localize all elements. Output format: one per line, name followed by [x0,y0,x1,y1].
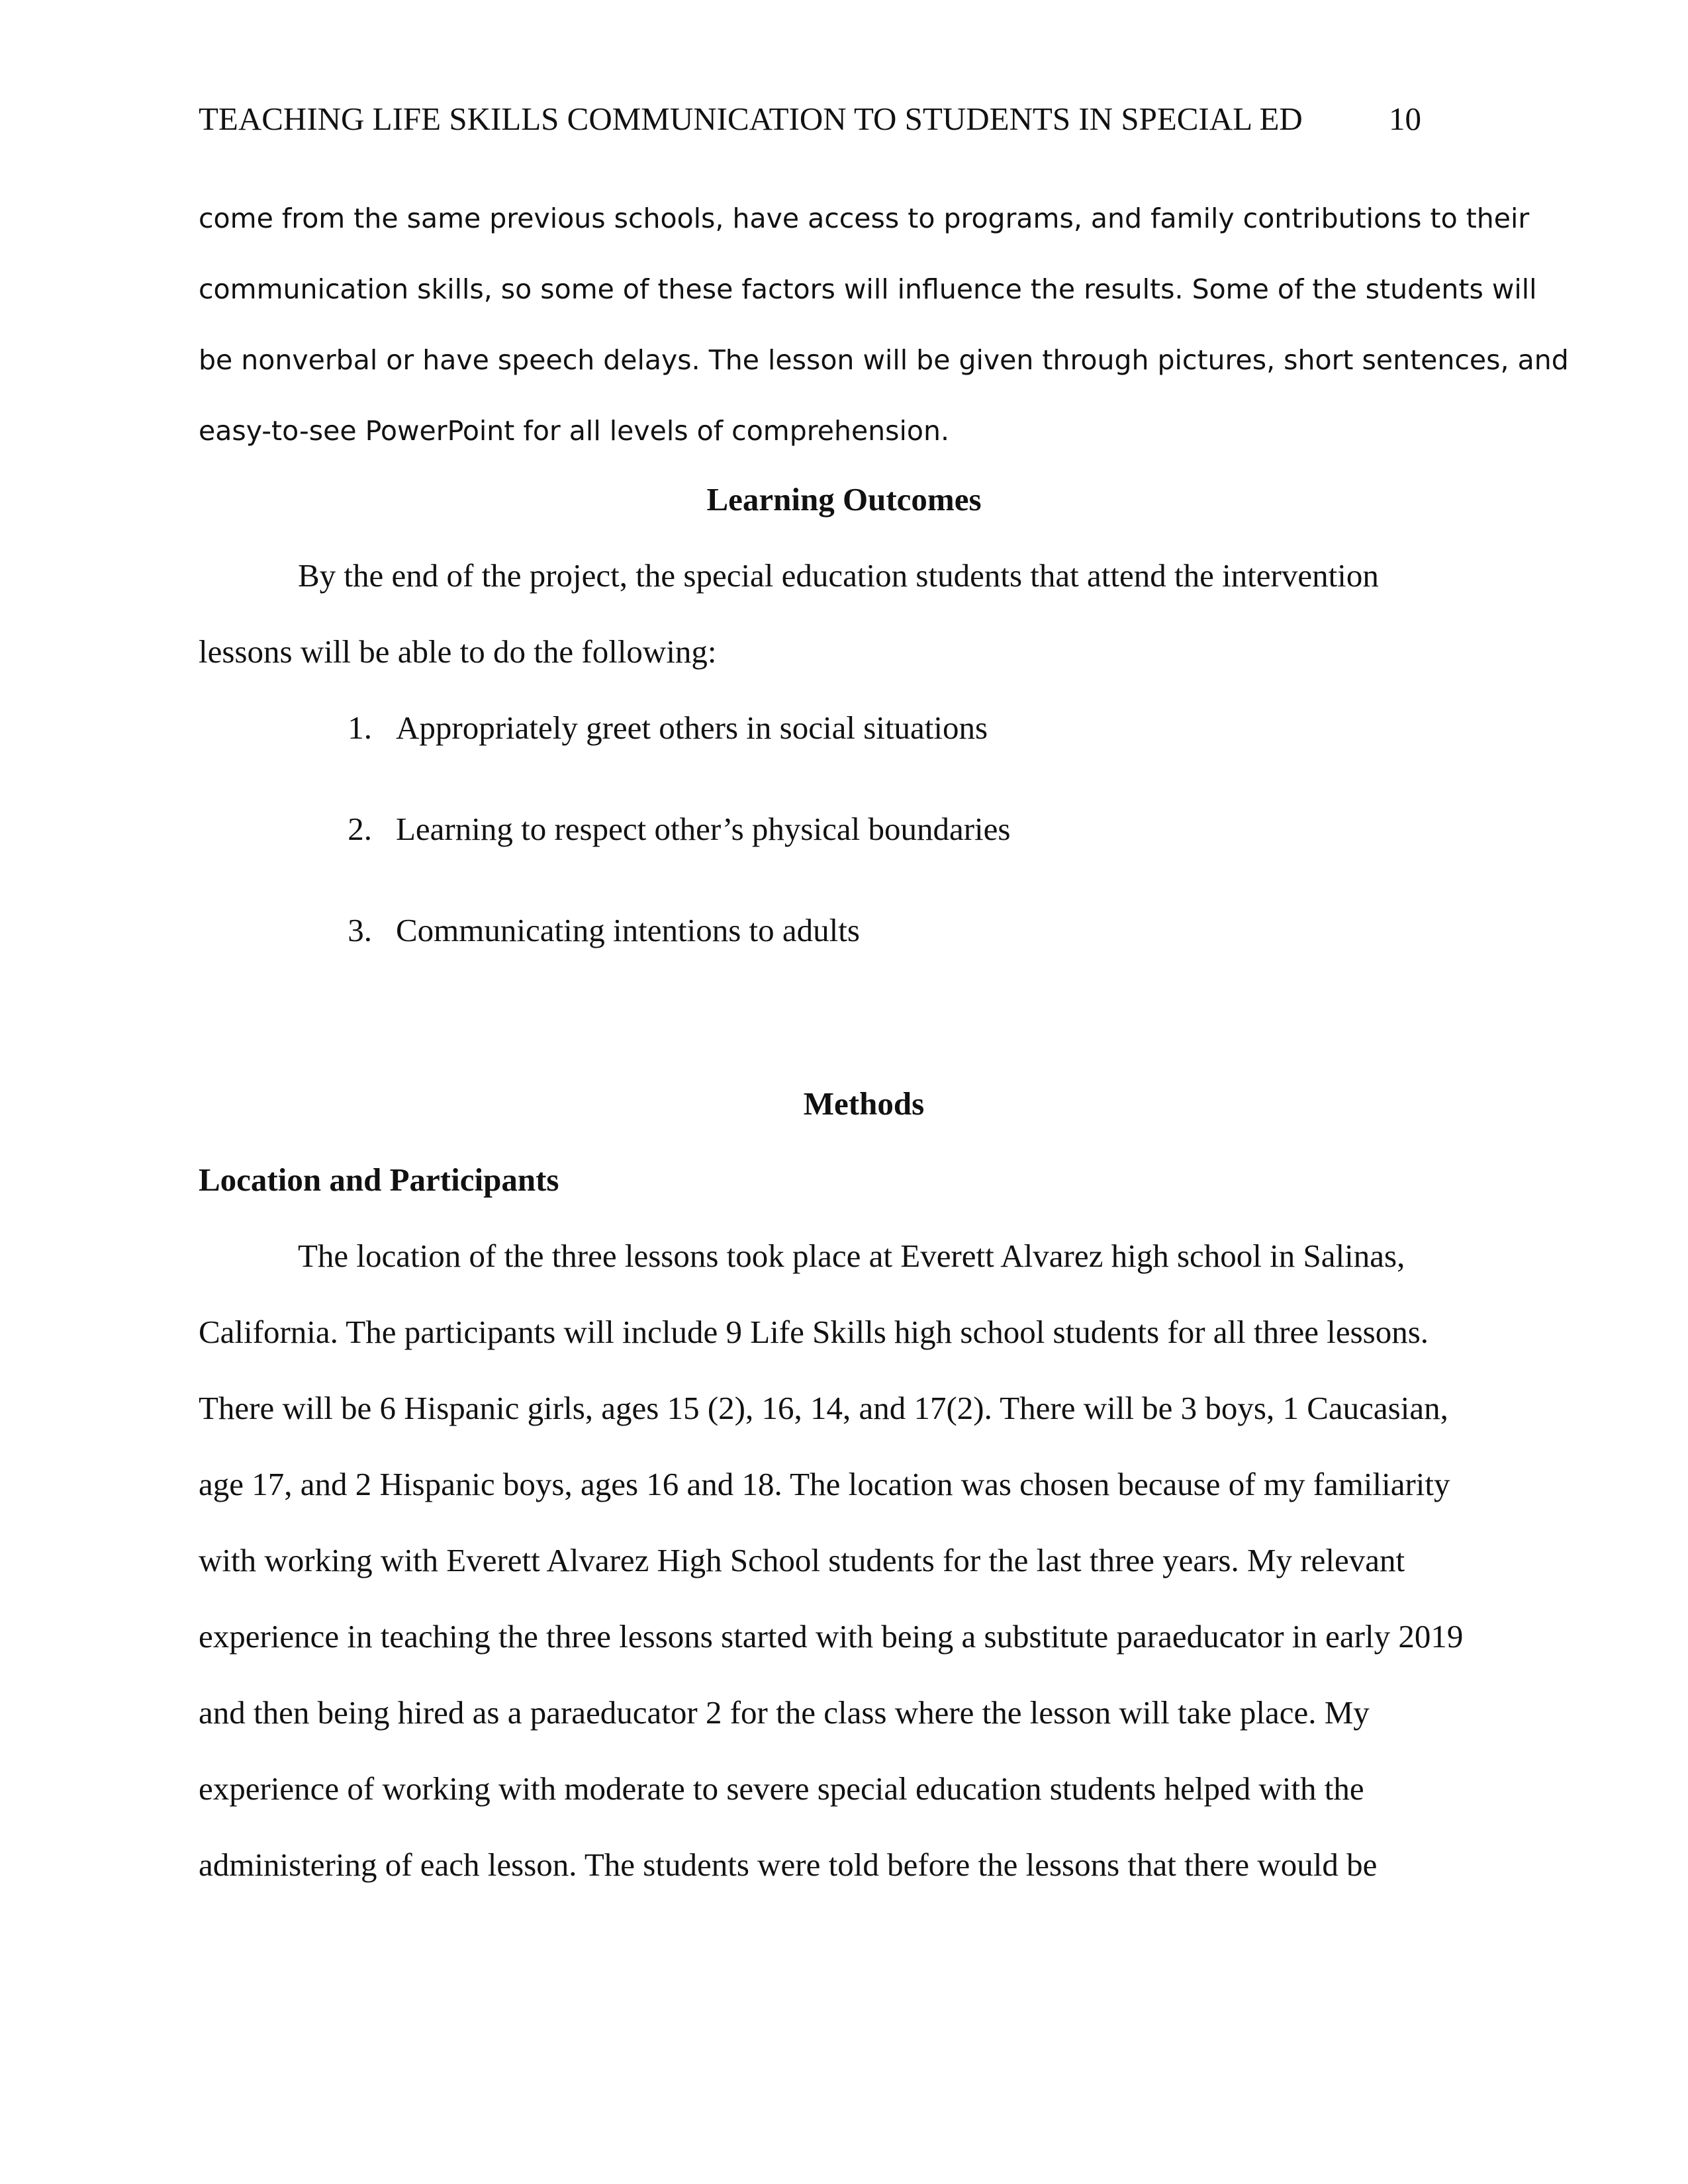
learning-outcomes-heading: Learning Outcomes [706,481,982,518]
paragraph-line: age 17, and 2 Hispanic boys, ages 16 and 18. The location was chosen because of my familiarity [199,1466,1450,1502]
list-item [0,809,1688,849]
paragraph-line: administering of each lesson. The students were told before the lessons that there would be [199,1846,1378,1883]
paragraph-line: easy-to-see PowerPoint for all levels of comprehension. [199,415,950,447]
paragraph-line: come from the same previous schools, have access to programs, and family contributions to their [199,203,1530,234]
paragraph-line: The location of the three lessons took place at Everett Alvarez high school in Salinas, [298,1238,1405,1274]
list-item-number: 1. [348,709,372,746]
location-participants-subheading: Location and Participants [199,1161,559,1198]
paragraph-line: lessons will be able to do the following: [199,633,717,670]
paragraph-line: experience of working with moderate to severe special education students helped with the [199,1770,1364,1807]
paragraph-line: with working with Everett Alvarez High School students for the last three years. My relevant [199,1542,1405,1578]
paragraph-line: communication skills, so some of these factors will influence the results. Some of the students will [199,273,1537,305]
list-item-number: 2. [348,811,372,847]
paragraph-line: be nonverbal or have speech delays. The lesson will be given through pictures, short sentences, and [199,344,1569,376]
list-item-text: Communicating intentions to adults [396,912,860,948]
list-item [0,911,1688,950]
running-head [199,99,1423,139]
methods-heading: Methods [803,1085,925,1122]
paragraph-line: and then being hired as a paraeducator 2 for the class where the lesson will take place. My [199,1694,1370,1731]
list-item-text: Learning to respect other’s physical boundaries [396,811,1011,847]
list-item [0,708,1688,748]
paragraph-line: There will be 6 Hispanic girls, ages 15 (2), 16, 14, and 17(2). There will be 3 boys, 1 Caucasian, [199,1390,1448,1426]
page-number: 10 [1389,101,1421,137]
list-item-number: 3. [348,912,372,948]
paragraph-line: experience in teaching the three lessons started with being a substitute paraeducator in early 2019 [199,1618,1464,1655]
paragraph-line: California. The participants will include 9 Life Skills high school students for all three lessons. [199,1314,1429,1350]
running-head-title: TEACHING LIFE SKILLS COMMUNICATION TO STUDENTS IN SPECIAL ED [199,101,1303,137]
paragraph-line: By the end of the project, the special education students that attend the intervention [298,557,1379,594]
list-item-text: Appropriately greet others in social situations [396,709,988,746]
